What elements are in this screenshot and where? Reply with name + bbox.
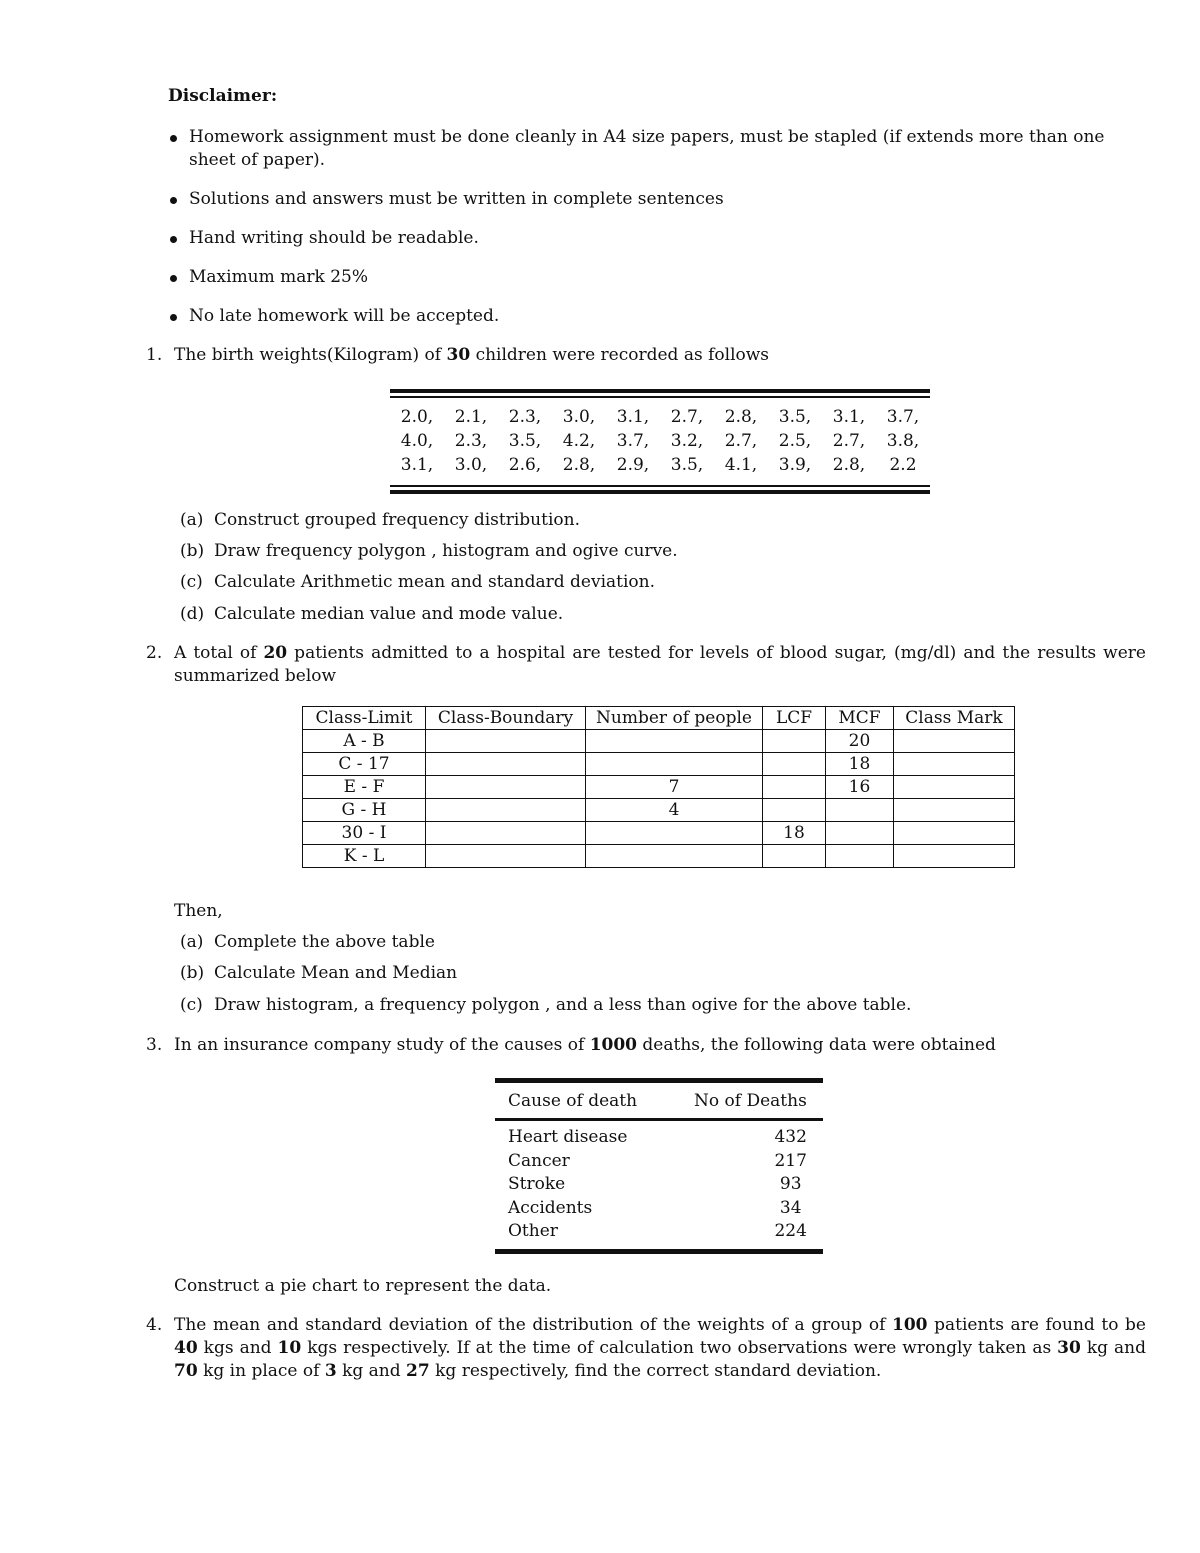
table-cell: 3.2,	[670, 431, 704, 451]
column-header: Class-Boundary	[426, 707, 586, 730]
table-cell: 3.5,	[670, 455, 704, 475]
table-cell: 4.0,	[400, 431, 434, 451]
disclaimer-item-text: Hand writing should be readable.	[189, 228, 479, 248]
top-rule	[390, 389, 930, 393]
table-cell	[586, 753, 763, 776]
bold-number: 27	[406, 1361, 430, 1381]
question-text	[174, 642, 1146, 688]
bullet-icon	[170, 314, 177, 321]
bottom-rule-thin	[390, 485, 930, 487]
table-cell: 2.1,	[454, 407, 488, 427]
bottom-rule	[495, 1249, 823, 1254]
table-row	[303, 845, 1015, 868]
bold-number: 1000	[589, 1035, 638, 1055]
text-fragment: kg and	[1080, 1338, 1146, 1358]
table-cell	[894, 822, 1015, 845]
bold-number: 3	[324, 1361, 337, 1381]
disclaimer-item	[170, 227, 1150, 250]
column-header: No of Deaths	[694, 1090, 807, 1111]
text-fragment: A total of	[174, 643, 264, 663]
count-cell: 34	[779, 1197, 802, 1218]
column-header: LCF	[763, 707, 826, 730]
table-cell: K - L	[303, 845, 426, 868]
disclaimer-title: Disclaimer:	[168, 86, 278, 106]
disclaimer-item-text: No late homework will be accepted.	[189, 306, 500, 326]
bold-number: 10	[277, 1338, 302, 1358]
table-cell: 4	[586, 799, 763, 822]
table-cell	[426, 799, 586, 822]
bold-number: 70	[174, 1361, 198, 1381]
part-text: Draw frequency polygon , histogram and ogive curve.	[214, 541, 678, 561]
table-cell: 3.0,	[454, 455, 488, 475]
question-number: 2.	[146, 643, 163, 663]
disclaimer-item	[170, 266, 1150, 289]
bold-number: 20	[263, 643, 288, 663]
cause-cell: Cancer	[508, 1150, 570, 1171]
table-cell: 2.3,	[454, 431, 488, 451]
part-text: Complete the above table	[214, 932, 435, 952]
part-text: Draw histogram, a frequency polygon , and a less than ogive for the above table.	[214, 995, 912, 1015]
text-fragment: patients admitted to a hospital are tested for levels of blood sugar, (mg/dl) and the results were summarized below	[174, 643, 1146, 686]
question-2	[146, 642, 1146, 688]
disclaimer-item-text: Homework assignment must be done cleanly in A4 size papers, must be stapled (if extends more than one sheet of paper).	[189, 127, 1105, 170]
table-cell: 3.1,	[616, 407, 650, 427]
table-cell: 4.2,	[562, 431, 596, 451]
table-cell: 16	[826, 776, 894, 799]
table-cell: 4.1,	[724, 455, 758, 475]
table-cell: 3.1,	[400, 455, 434, 475]
q2-part-b	[180, 962, 457, 985]
table-cell	[426, 753, 586, 776]
table-cell: A - B	[303, 730, 426, 753]
table-cell	[763, 776, 826, 799]
part-text: Calculate Arithmetic mean and standard deviation.	[214, 572, 655, 592]
part-text: Construct grouped frequency distribution.	[214, 510, 580, 530]
q1-part-d	[180, 603, 563, 626]
q2-part-a	[180, 931, 435, 954]
table-row	[390, 429, 930, 453]
table-header-row	[303, 707, 1015, 730]
count-cell: 93	[779, 1174, 802, 1195]
count-cell: 217	[774, 1150, 807, 1171]
table-header-row	[495, 1089, 823, 1113]
part-label: (b)	[180, 541, 205, 561]
table-row	[390, 453, 930, 477]
table-cell: 2.7,	[724, 431, 758, 451]
text-fragment: kg and	[336, 1361, 407, 1381]
part-label: (a)	[180, 932, 204, 952]
table-cell: 2.9,	[616, 455, 650, 475]
then-label: Then,	[174, 901, 223, 921]
table-row	[303, 753, 1015, 776]
disclaimer-item	[170, 305, 1150, 328]
table-row	[495, 1220, 823, 1244]
header-rule	[495, 1118, 823, 1121]
question-number: 4.	[146, 1315, 163, 1335]
bold-number: 30	[1057, 1338, 1081, 1358]
table-cell: 3.1,	[832, 407, 866, 427]
table-cell: 3.0,	[562, 407, 596, 427]
cause-cell: Other	[508, 1221, 558, 1242]
count-cell: 432	[774, 1127, 807, 1148]
table-cell: 3.8,	[886, 431, 920, 451]
top-rule	[495, 1078, 823, 1083]
table-cell	[763, 799, 826, 822]
column-header: Class Mark	[894, 707, 1015, 730]
bullet-icon	[170, 135, 177, 142]
disclaimer-item	[170, 126, 1150, 172]
bold-number: 100	[892, 1315, 928, 1335]
table-cell	[426, 776, 586, 799]
table-cell: E - F	[303, 776, 426, 799]
text-fragment: patients are found to be	[927, 1315, 1146, 1335]
text-fragment: kgs and	[197, 1338, 278, 1358]
table-cell: 18	[763, 822, 826, 845]
table-cell: 2.0,	[400, 407, 434, 427]
table-cell	[826, 845, 894, 868]
part-text: Calculate median value and mode value.	[214, 604, 564, 624]
table-row	[390, 405, 930, 429]
table-row	[495, 1126, 823, 1150]
table-row	[495, 1173, 823, 1197]
part-label: (d)	[180, 604, 205, 624]
table-cell: 3.7,	[616, 431, 650, 451]
count-cell: 224	[774, 1221, 807, 1242]
table-cell	[426, 822, 586, 845]
question-number: 3.	[146, 1035, 163, 1055]
table-cell	[894, 753, 1015, 776]
table-cell	[894, 730, 1015, 753]
table-cell	[586, 845, 763, 868]
column-header: Cause of death	[508, 1090, 638, 1111]
text-fragment: The mean and standard deviation of the distribution of the weights of a group of	[174, 1315, 892, 1335]
table-cell	[894, 845, 1015, 868]
table-cell	[426, 845, 586, 868]
table-cell: 2.6,	[508, 455, 542, 475]
table-cell: 3.7,	[886, 407, 920, 427]
table-cell: 2.8,	[832, 455, 866, 475]
disclaimer-item	[170, 188, 1150, 211]
bold-number: 30	[446, 345, 471, 365]
table-cell: 2.8,	[562, 455, 596, 475]
top-rule-thin	[390, 396, 930, 398]
question-number: 1.	[146, 345, 163, 365]
table-cell: 2.3,	[508, 407, 542, 427]
table-cell	[763, 753, 826, 776]
disclaimer-item-text: Solutions and answers must be written in complete sentences	[189, 189, 724, 209]
text-fragment: kg in place of	[197, 1361, 325, 1381]
table-cell: 3.5,	[778, 407, 812, 427]
question-3	[146, 1034, 1146, 1057]
bullet-icon	[170, 236, 177, 243]
text-fragment: kg respectively, find the correct standard deviation.	[429, 1361, 882, 1381]
column-header: Number of people	[586, 707, 763, 730]
table-cell: 3.9,	[778, 455, 812, 475]
bottom-rule	[390, 490, 930, 494]
table-cell	[826, 822, 894, 845]
bullet-icon	[170, 275, 177, 282]
bullet-icon	[170, 197, 177, 204]
table-cell	[586, 822, 763, 845]
table-cell	[826, 799, 894, 822]
table-cell	[426, 730, 586, 753]
causes-of-death-table	[495, 1078, 823, 1254]
table-cell: 2.2	[889, 455, 917, 475]
table-cell: 18	[826, 753, 894, 776]
table-cell: 3.5,	[508, 431, 542, 451]
q1-part-c	[180, 571, 655, 594]
q2-part-c	[180, 994, 911, 1017]
text-fragment: The birth weights(Kilogram) of	[174, 345, 447, 365]
table-row	[303, 822, 1015, 845]
cause-cell: Accidents	[508, 1197, 593, 1218]
pie-chart-instruction: Construct a pie chart to represent the data.	[174, 1276, 552, 1296]
question-4	[146, 1314, 1146, 1383]
q1-part-a	[180, 509, 580, 532]
question-1	[146, 344, 1146, 367]
bold-number: 40	[174, 1338, 198, 1358]
table-cell: 20	[826, 730, 894, 753]
table-cell: 2.7,	[670, 407, 704, 427]
cause-cell: Heart disease	[508, 1127, 628, 1148]
table-cell: 2.7,	[832, 431, 866, 451]
table-cell: G - H	[303, 799, 426, 822]
table-cell	[763, 845, 826, 868]
part-label: (b)	[180, 963, 205, 983]
cause-cell: Stroke	[508, 1174, 566, 1195]
table-cell	[763, 730, 826, 753]
question-text	[174, 1314, 1146, 1383]
part-text: Calculate Mean and Median	[214, 963, 458, 983]
table-row	[495, 1149, 823, 1173]
disclaimer-item-text: Maximum mark 25%	[189, 267, 369, 287]
birth-weights-table	[390, 389, 930, 494]
column-header: MCF	[826, 707, 894, 730]
table-row	[303, 776, 1015, 799]
question-text	[174, 344, 1146, 367]
part-label: (c)	[180, 572, 203, 592]
question-text	[174, 1034, 1146, 1057]
table-cell: 2.8,	[724, 407, 758, 427]
q1-part-b	[180, 540, 678, 563]
text-fragment: children were recorded as follows	[470, 345, 770, 365]
text-fragment: kgs respectively. If at the time of calculation two observations were wrongly taken as	[301, 1338, 1058, 1358]
table-cell	[894, 799, 1015, 822]
text-fragment: In an insurance company study of the causes of	[174, 1035, 590, 1055]
text-fragment: deaths, the following data were obtained	[637, 1035, 996, 1055]
class-frequency-table	[302, 706, 1015, 868]
table-cell	[586, 730, 763, 753]
table-cell: C - 17	[303, 753, 426, 776]
part-label: (a)	[180, 510, 204, 530]
table-cell: 2.5,	[778, 431, 812, 451]
column-header: Class-Limit	[303, 707, 426, 730]
part-label: (c)	[180, 995, 203, 1015]
table-row	[495, 1196, 823, 1220]
table-cell	[894, 776, 1015, 799]
table-cell: 30 - I	[303, 822, 426, 845]
table-row	[303, 799, 1015, 822]
table-row	[303, 730, 1015, 753]
table-cell: 7	[586, 776, 763, 799]
